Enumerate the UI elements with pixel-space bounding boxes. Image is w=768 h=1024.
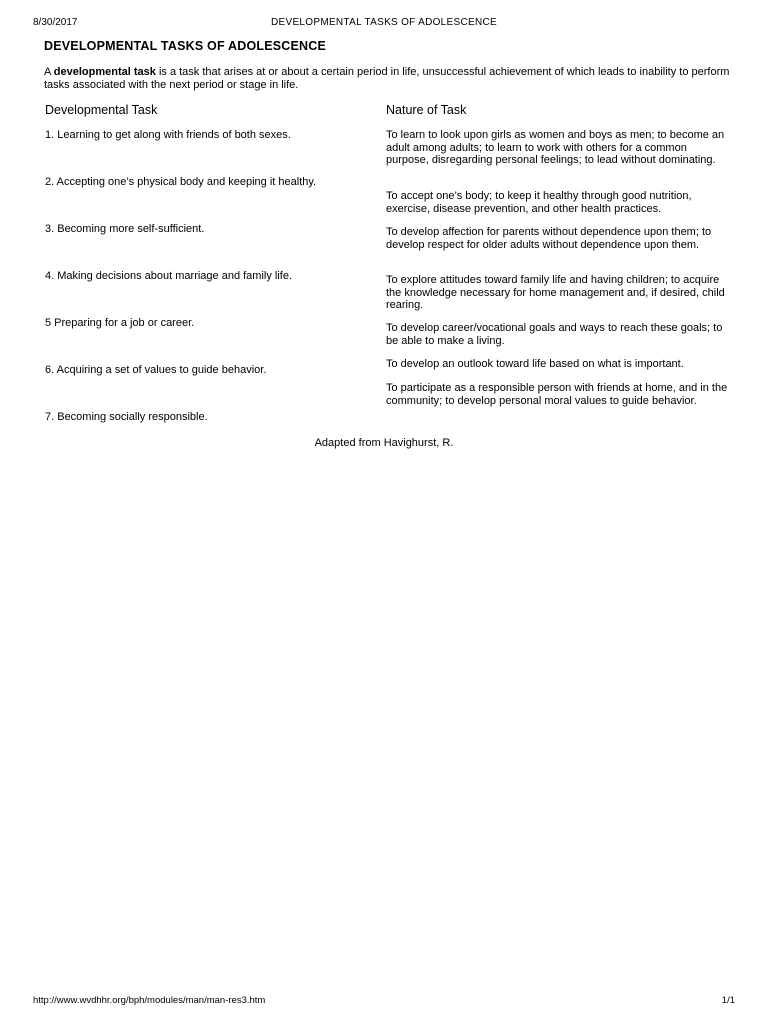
intro-term: developmental task xyxy=(53,66,156,78)
intro-rest: is a task that arises at or about a certain period in life, unsuccessful achievement of which leads to inability to perform tasks associated with the next period or stage in life. xyxy=(44,66,730,91)
document-title: DEVELOPMENTAL TASKS OF ADOLESCENCE xyxy=(44,39,327,53)
print-page-title: DEVELOPMENTAL TASKS OF ADOLESCENCE xyxy=(270,17,497,28)
nature-item-2: To accept one’s body; to keep it healthy through good nutrition, exercise, disease prevention, and other health practices. xyxy=(386,190,692,215)
task-item-7: 7. Becoming socially responsible. xyxy=(45,411,208,423)
task-item-6: 6. Acquiring a set of values to guide behavior. xyxy=(45,364,267,376)
task-item-3: 3. Becoming more self-sufficient. xyxy=(45,223,205,235)
print-footer xyxy=(33,995,735,1009)
nature-item-4: To explore attitudes toward family life and having children; to acquire the knowledge necessary for home management and, if desired, child rearing. xyxy=(386,274,725,311)
print-header xyxy=(33,17,735,31)
nature-item-1: To learn to look upon girls as women and boys as men; to become an adult among adults; to learn to work with others for a common purpose, disregarding personal feelings; to lead without dominating. xyxy=(386,129,725,166)
task-item-4: 4. Making decisions about marriage and family life. xyxy=(45,270,293,282)
task-item-1: 1. Learning to get along with friends of both sexes. xyxy=(45,129,291,141)
source-url: http://www.wvdhhr.org/bph/modules/man/man-res3.htm xyxy=(33,995,266,1006)
intro-prefix: A xyxy=(44,66,54,78)
nature-item-5: To develop career/vocational goals and ways to reach these goals; to be able to make a living. xyxy=(386,322,723,347)
nature-item-3: To develop affection for parents without dependence upon them; to develop respect for older adults without dependence upon them. xyxy=(386,226,712,251)
nature-item-6: To develop an outlook toward life based on what is important. xyxy=(386,358,684,370)
task-item-5: 5 Preparing for a job or career. xyxy=(45,317,195,329)
nature-item-7: To participate as a responsible person with friends at home, and in the community; to develop personal moral values to guide behavior. xyxy=(386,382,728,407)
page-number: 1/1 xyxy=(721,995,735,1006)
column-header-developmental-task: Developmental Task xyxy=(45,103,158,117)
task-item-2: 2. Accepting one’s physical body and keeping it healthy. xyxy=(45,176,317,188)
print-date: 8/30/2017 xyxy=(33,17,78,28)
column-header-nature-of-task: Nature of Task xyxy=(386,103,467,117)
intro-paragraph xyxy=(44,66,734,91)
source-credit: Adapted from Havighurst, R. xyxy=(314,437,454,449)
